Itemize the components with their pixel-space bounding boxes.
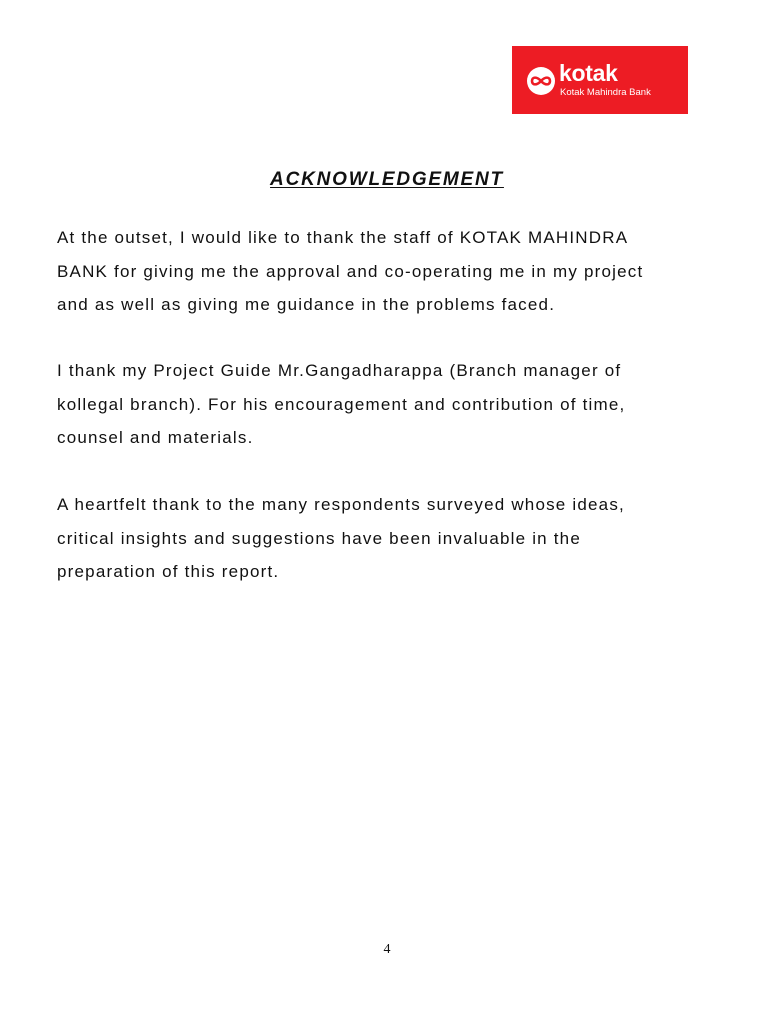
paragraph-line: critical insights and suggestions have been invaluable in the bbox=[57, 528, 581, 548]
logo-subtitle: Kotak Mahindra Bank bbox=[560, 87, 651, 98]
paragraph-line: BANK for giving me the approval and co-operating me in my project bbox=[57, 261, 644, 281]
page-title: ACKNOWLEDGEMENT bbox=[270, 169, 504, 190]
paragraph-guide-thanks bbox=[57, 354, 717, 455]
logo-brand-name: kotak bbox=[559, 60, 618, 86]
paragraph-line: I thank my Project Guide Mr.Gangadharappa (Branch manager of bbox=[57, 361, 622, 380]
paragraph-line: preparation of this report. bbox=[57, 562, 280, 581]
paragraph-staff-thanks bbox=[57, 221, 717, 322]
paragraph-line: counsel and materials. bbox=[57, 428, 254, 447]
paragraph-respondents-thanks bbox=[57, 488, 717, 589]
paragraph-line: kollegal branch). For his encouragement and contribution of time, bbox=[57, 394, 626, 414]
paragraph-line: A heartfelt thank to the many respondents surveyed whose ideas, bbox=[57, 495, 625, 514]
page-number: 4 bbox=[383, 942, 391, 957]
paragraph-line: At the outset, I would like to thank the staff of KOTAK MAHINDRA bbox=[57, 228, 629, 247]
kotak-infinity-logo-icon bbox=[526, 66, 556, 96]
kotak-logo bbox=[512, 46, 688, 114]
paragraph-line: and as well as giving me guidance in the problems faced. bbox=[57, 295, 556, 314]
